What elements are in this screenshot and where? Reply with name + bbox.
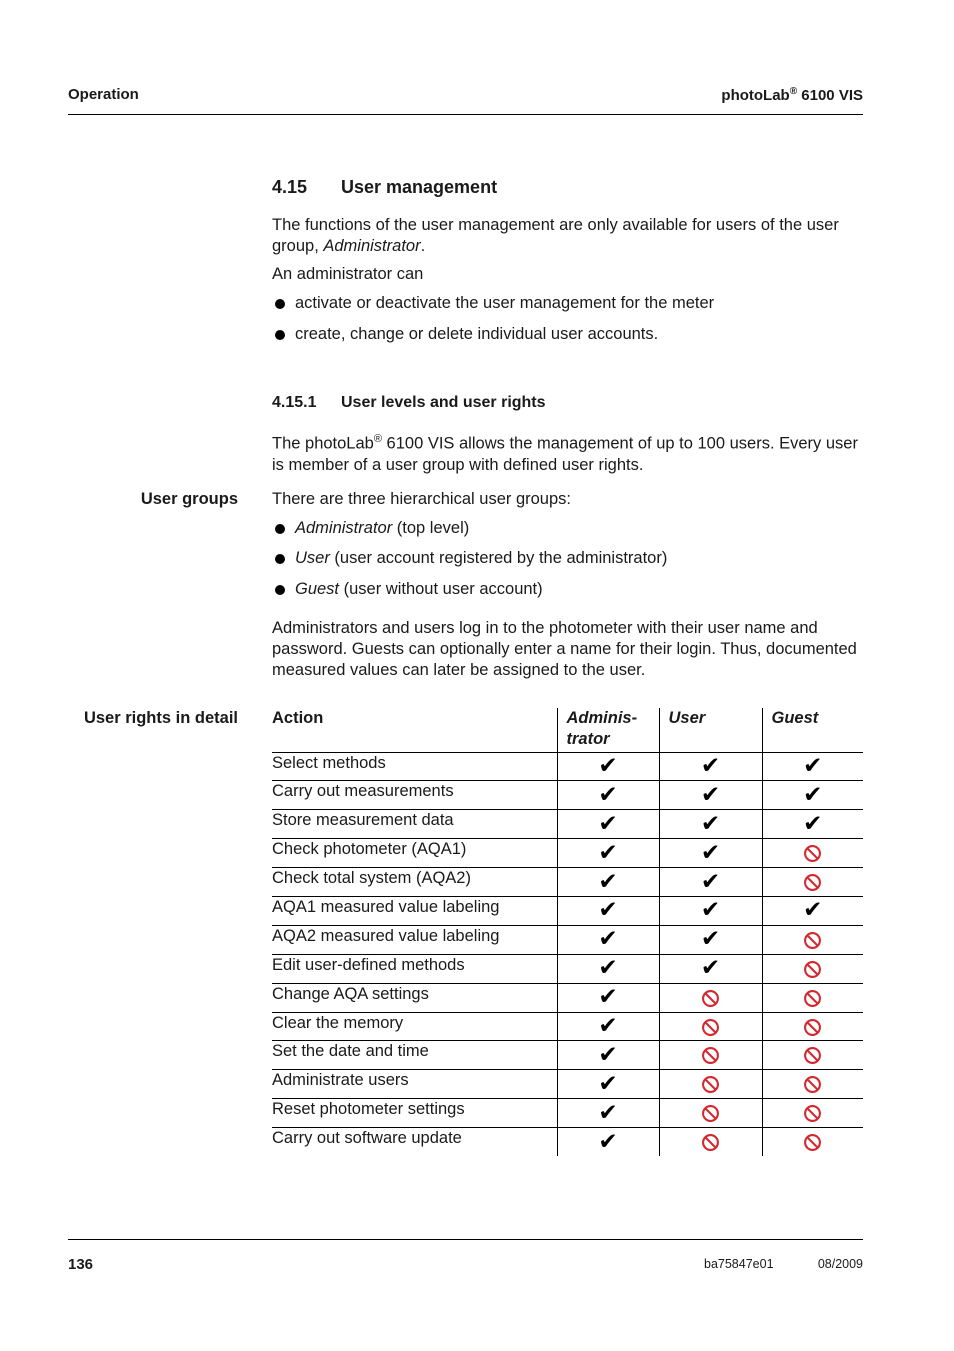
check-mark-icon: ✔ — [700, 810, 721, 837]
capacity-paragraph: The photoLab® 6100 VIS allows the management of up to 100 users. Every user is member of a user group with defined user rights. — [272, 433, 858, 474]
user-permission-cell — [659, 752, 762, 781]
table-row — [272, 896, 863, 925]
check-mark-icon: ✔ — [598, 781, 618, 808]
section-heading — [272, 177, 497, 198]
user-permission-cell — [659, 810, 762, 839]
action-cell: Carry out measurements — [272, 781, 557, 810]
header-rule — [68, 114, 863, 115]
check-mark-icon: ✔ — [803, 781, 823, 808]
group-bullet-item: User (user account registered by the administrator) — [272, 548, 864, 569]
product-model: 6100 VIS — [801, 87, 863, 104]
check-mark-icon: ✔ — [598, 897, 618, 924]
check-mark-icon: ✔ — [803, 810, 823, 837]
admin-permission-cell — [557, 1099, 659, 1128]
table-row — [272, 868, 863, 897]
action-cell: Set the date and time — [272, 1041, 557, 1070]
table-row — [272, 1099, 863, 1128]
bullet-icon — [275, 299, 285, 309]
user-permission-cell — [659, 781, 762, 810]
check-mark-icon: ✔ — [598, 984, 618, 1011]
table-header-row — [272, 708, 863, 752]
footer-rule — [68, 1239, 863, 1240]
check-mark-icon: ✔ — [700, 781, 721, 808]
admin-permission-cell — [557, 1012, 659, 1041]
check-mark-icon: ✔ — [598, 926, 618, 953]
section-title: User management — [341, 177, 498, 197]
check-mark-icon: ✔ — [700, 752, 721, 779]
action-cell: Change AQA settings — [272, 983, 557, 1012]
user-permission-cell — [659, 1012, 762, 1041]
user-permission-cell — [659, 925, 762, 954]
check-mark-icon: ✔ — [598, 1099, 618, 1126]
prohibited-icon — [803, 931, 822, 950]
user-rights-table — [272, 708, 863, 1156]
check-mark-icon: ✔ — [803, 752, 823, 779]
group-name: Administrator — [295, 519, 393, 537]
admin-permission-cell — [557, 752, 659, 781]
admin-permission-cell — [557, 1070, 659, 1099]
prohibited-icon — [701, 1104, 720, 1123]
prohibited-icon — [701, 1018, 720, 1037]
check-mark-icon: ✔ — [700, 839, 721, 866]
subsection-number: 4.15.1 — [272, 394, 317, 411]
user-permission-cell — [659, 1070, 762, 1099]
check-mark-icon: ✔ — [598, 839, 618, 866]
action-cell: Store measurement data — [272, 810, 557, 839]
prohibited-icon — [803, 1133, 822, 1152]
prohibited-icon — [701, 1075, 720, 1094]
guest-permission-cell — [762, 925, 863, 954]
user-permission-cell — [659, 983, 762, 1012]
admin-permission-cell — [557, 1128, 659, 1157]
action-cell: AQA1 measured value labeling — [272, 896, 557, 925]
table-row — [272, 781, 863, 810]
group-bullet-item: Administrator (top level) — [272, 518, 864, 539]
groups-intro-text: There are three hierarchical user groups: — [272, 490, 571, 508]
guest-permission-cell — [762, 1012, 863, 1041]
product-name: photoLab — [721, 87, 790, 104]
bullet-icon — [275, 554, 285, 564]
check-mark-icon: ✔ — [598, 1012, 618, 1039]
login-paragraph: Administrators and users log in to the photometer with their user name and password. Guests can optionally enter a name for their login. Thus, documented measured values can later be assigned to the user. — [272, 619, 857, 679]
admin-permission-cell — [557, 954, 659, 983]
page-number: 136 — [68, 1256, 94, 1273]
user-permission-cell — [659, 1099, 762, 1128]
guest-permission-cell — [762, 1099, 863, 1128]
user-permission-cell — [659, 954, 762, 983]
bullet-icon — [275, 585, 285, 595]
user-permission-cell — [659, 1041, 762, 1070]
user-permission-cell — [659, 1128, 762, 1157]
intro-paragraph: The functions of the user management are only available for users of the user group, Administrator. — [272, 216, 839, 255]
prohibited-icon — [803, 844, 822, 863]
check-mark-icon: ✔ — [700, 955, 721, 982]
user-permission-cell — [659, 896, 762, 925]
guest-permission-cell — [762, 954, 863, 983]
check-mark-icon: ✔ — [700, 897, 721, 924]
column-header-guest: Guest — [762, 708, 863, 752]
subsection-title: User levels and user rights — [341, 394, 546, 411]
table-row — [272, 983, 863, 1012]
admin-permission-cell — [557, 925, 659, 954]
prohibited-icon — [803, 1046, 822, 1065]
user-rights-side-label: User rights in detail — [83, 709, 238, 727]
registered-mark: ® — [789, 86, 798, 97]
action-cell: Carry out software update — [272, 1129, 462, 1148]
bullet-icon — [275, 330, 285, 340]
table-row — [272, 1070, 863, 1099]
group-name: User — [295, 549, 330, 567]
user-groups-side-label: User groups — [140, 490, 238, 508]
check-mark-icon: ✔ — [598, 810, 618, 837]
section-number: 4.15 — [272, 177, 308, 197]
action-cell: Clear the memory — [272, 1012, 557, 1041]
admin-permission-cell — [557, 810, 659, 839]
guest-permission-cell — [762, 781, 863, 810]
running-header-section: Operation — [68, 86, 139, 103]
admin-permission-cell — [557, 868, 659, 897]
admin-permission-cell — [557, 839, 659, 868]
check-mark-icon: ✔ — [700, 868, 721, 895]
guest-permission-cell — [762, 1070, 863, 1099]
group-bullet-item: Guest (user without user account) — [272, 579, 864, 600]
bullet-icon — [275, 524, 285, 534]
check-mark-icon: ✔ — [598, 1128, 618, 1155]
guest-permission-cell — [762, 810, 863, 839]
admin-permission-cell — [557, 781, 659, 810]
guest-permission-cell — [762, 983, 863, 1012]
admin-permission-cell — [557, 983, 659, 1012]
action-cell: Select methods — [272, 752, 557, 781]
guest-permission-cell — [762, 1041, 863, 1070]
admin-lead-text: An administrator can — [272, 265, 424, 283]
check-mark-icon: ✔ — [598, 955, 618, 982]
table-row — [272, 1012, 863, 1041]
guest-permission-cell — [762, 752, 863, 781]
column-header-administrator: Adminis- trator — [557, 708, 659, 752]
table-row — [272, 839, 863, 868]
table-row — [272, 954, 863, 983]
guest-permission-cell — [762, 1128, 863, 1157]
prohibited-icon — [803, 1075, 822, 1094]
column-header-user: User — [659, 708, 762, 752]
check-mark-icon: ✔ — [598, 752, 618, 779]
action-cell: Check photometer (AQA1) — [272, 839, 557, 868]
table-body — [272, 752, 863, 1156]
check-mark-icon: ✔ — [598, 1041, 618, 1068]
table-row — [272, 925, 863, 954]
column-header-action: Action — [272, 708, 557, 752]
check-mark-icon: ✔ — [803, 897, 823, 924]
guest-permission-cell — [762, 896, 863, 925]
document-date: 08/2009 — [817, 1257, 863, 1271]
running-header-product — [721, 86, 863, 104]
guest-permission-cell — [762, 839, 863, 868]
intro-group-name: Administrator — [323, 237, 421, 255]
user-permission-cell — [659, 868, 762, 897]
action-cell: Reset photometer settings — [272, 1099, 557, 1128]
group-name: Guest — [295, 580, 340, 598]
check-mark-icon: ✔ — [700, 926, 721, 953]
admin-permission-cell — [557, 896, 659, 925]
check-mark-icon: ✔ — [598, 1070, 618, 1097]
action-cell: Administrate users — [272, 1070, 557, 1099]
guest-permission-cell — [762, 868, 863, 897]
table-row — [272, 1041, 863, 1070]
document-id: ba75847e01 — [704, 1257, 774, 1271]
subsection-heading — [272, 394, 546, 412]
prohibited-icon — [701, 1133, 720, 1152]
table-row — [272, 810, 863, 839]
user-permission-cell — [659, 839, 762, 868]
prohibited-icon — [803, 1104, 822, 1123]
table-row — [272, 1128, 863, 1157]
prohibited-icon — [803, 873, 822, 892]
prohibited-icon — [701, 1046, 720, 1065]
action-cell: Check total system (AQA2) — [272, 868, 557, 897]
admin-bullet-item: activate or deactivate the user management for the meter — [272, 293, 864, 314]
admin-permission-cell — [557, 1041, 659, 1070]
prohibited-icon — [803, 960, 822, 979]
prohibited-icon — [803, 1018, 822, 1037]
prohibited-icon — [701, 989, 720, 1008]
action-cell: AQA2 measured value labeling — [272, 925, 557, 954]
admin-bullet-item: create, change or delete individual user accounts. — [272, 324, 864, 345]
action-cell: Edit user-defined methods — [272, 954, 557, 983]
table-row — [272, 752, 863, 781]
check-mark-icon: ✔ — [598, 868, 618, 895]
prohibited-icon — [803, 989, 822, 1008]
